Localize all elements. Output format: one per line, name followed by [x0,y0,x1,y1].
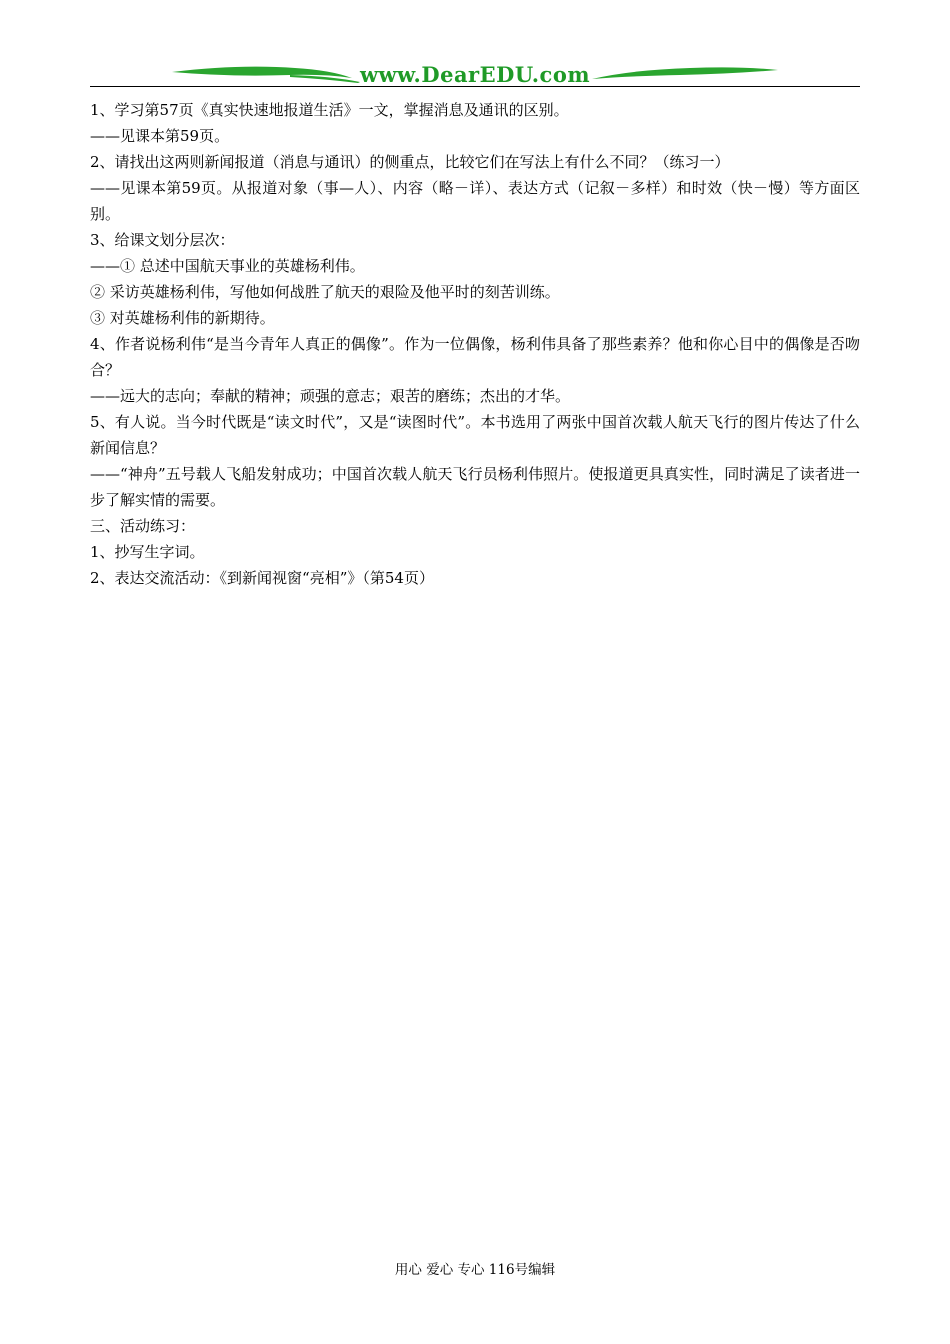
paragraph: ——① 总述中国航天事业的英雄杨利伟。 [90,257,365,275]
paragraph: ③ 对英雄杨利伟的新期待。 [90,309,275,327]
paragraph: 3、给课文划分层次： [90,231,235,249]
paragraph: ——见课本第59页。从报道对象（事—人）、内容（略－详）、表达方式（记叙－多样）和时效（快－慢）等方面区别。 [90,179,860,223]
paragraph: ——远大的志向；奉献的精神；顽强的意志；艰苦的磨练；杰出的才华。 [90,387,571,405]
site-logo-text[interactable]: www.DearEDU.com [359,62,591,87]
paragraph: 2、表达交流活动：《到新闻视窗“亮相”》（第54页） [90,569,434,587]
page-footer: 用心 爱心 专心 116号编辑 [394,1262,556,1278]
header-divider [90,86,860,87]
paragraph: ——“神舟”五号载人飞船发射成功；中国首次载人航天飞行员杨利伟照片。使报道更具真实性，同时满足了读者进一步了解实情的需要。 [90,465,860,509]
paragraph: 1、抄写生字词。 [90,543,205,561]
paragraph: ——见课本第59页。 [90,127,230,145]
section-heading: 三、活动练习： [90,517,196,535]
paragraph: 5、有人说。当今时代既是“读文时代”，又是“读图时代”。本书选用了两张中国首次载人航天飞行的图片传达了什么新闻信息？ [90,413,860,457]
document-body [90,97,860,591]
paragraph: 2、请找出这两则新闻报道（消息与通讯）的侧重点，比较它们在写法上有什么不同？（练习一） [90,153,730,171]
paragraph: 4、作者说杨利伟“是当今青年人真正的偶像”。作为一位偶像，杨利伟具备了那些素养？他和你心目中的偶像是否吻合？ [90,335,860,379]
paragraph: 1、学习第57页《真实快速地报道生活》一文，掌握消息及通讯的区别。 [90,101,569,119]
paragraph: ② 采访英雄杨利伟，写他如何战胜了航天的艰险及他平时的刻苦训练。 [90,283,560,301]
